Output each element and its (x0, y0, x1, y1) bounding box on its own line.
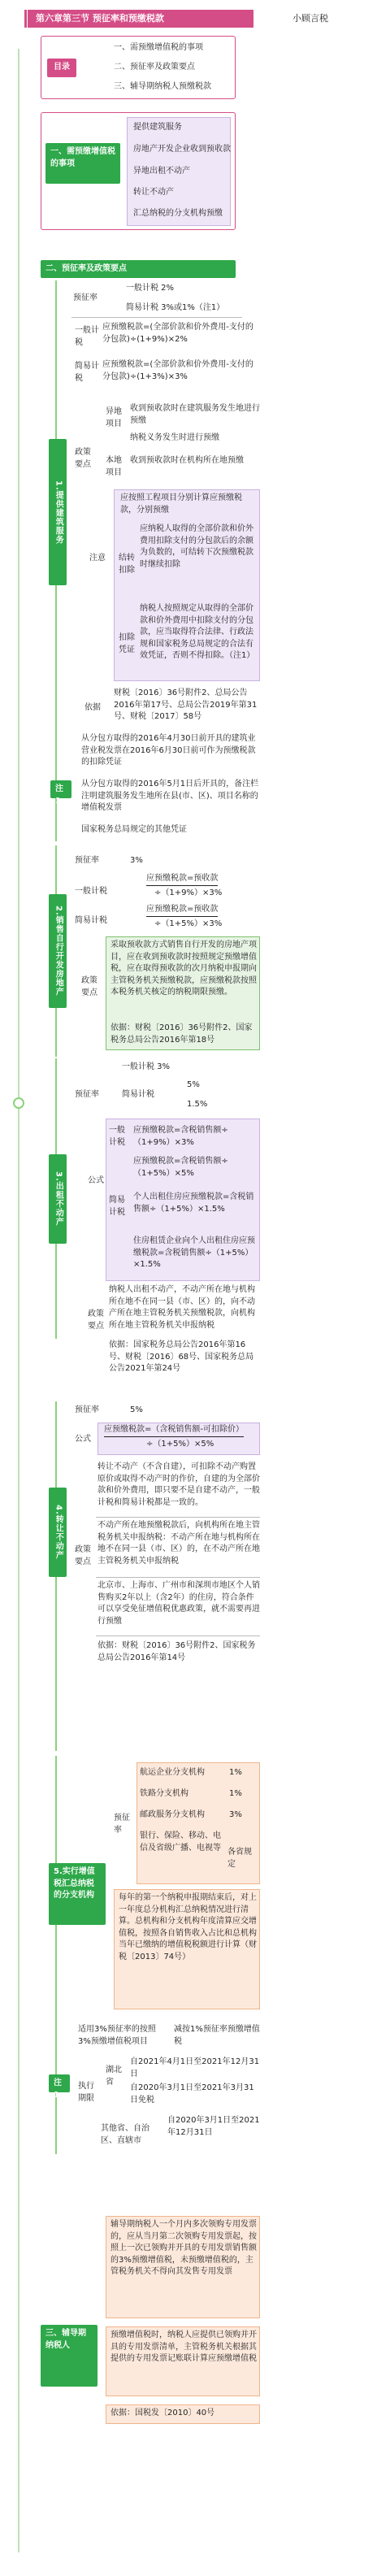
s2-rate-label: 预征率 (75, 856, 99, 865)
s4-policy-3: 北京市、上海市、广州市和深圳市地区个人销售购买2年以上（含2年）的住房，符合条件可以享受免征增值税优惠政策，就不需要再进行预缴 (98, 1581, 260, 1626)
s1-voucher-label: 扣除凭证 (119, 633, 135, 654)
toc-item[interactable]: 三、辅导期纳税人预缴税款 (114, 82, 211, 91)
s1-calc-general-label: 一般计税 (75, 326, 99, 347)
s1-label[interactable]: 1.提供建筑服务 (49, 439, 67, 585)
s4-policy-label: 政策要点 (75, 1545, 91, 1566)
s3-calc-simple-1: 应预缴税款=含税销售额÷（1+5%）×5% (133, 1157, 228, 1178)
s3-calc-general-label: 一般计税 (109, 1126, 125, 1147)
s4-rate-label: 预征率 (75, 1405, 99, 1414)
divider (72, 317, 242, 318)
s1-bendi-1: 收到预收款时在机构所在地预缴 (130, 456, 244, 465)
sec1-item: 汇总纳税的分支机构预缴 (133, 209, 223, 218)
sec3-label[interactable]: 三、辅导期纳税人 (41, 2325, 98, 2387)
s5-rate-4: 各省规定 (228, 1848, 252, 1869)
s2-calc-general-num: 应预缴税款=预收款 (146, 873, 218, 886)
s1-note-1: 应按照工程项目分别计算应预缴税款，分别预缴 (120, 493, 242, 515)
s1-rate-general: 一般计税 2% (126, 284, 175, 293)
s2-calc-general-den: ÷（1+9%）×3% (154, 888, 223, 897)
title-accent (24, 10, 27, 28)
divider (96, 1517, 260, 1518)
s2-policy-label: 政策要点 (81, 976, 98, 997)
s2-calc-simple-label: 简易计税 (75, 916, 107, 925)
s4-policy-2: 不动产所在地预缴税款后，向机构所在地主管税务机关申报纳税：不动产所在地与机构所在地不在同一县（市、区）的，在不动产所在地主管税务机关申报纳税 (98, 1521, 260, 1566)
s5-rate-2-label: 铁路分支机构 (140, 1789, 188, 1798)
s3-rate-general: 一般计税 3% (122, 1062, 171, 1071)
s4-formula-num: 应预缴税款=（含税销售额-可扣除价） (104, 1424, 244, 1437)
note2-other-label: 其他省、自治区、直辖市 (101, 2124, 150, 2145)
note2-hubei-1: 自2021年4月1日至2021年12月31日 (130, 2057, 260, 2079)
s4-label[interactable]: 4.转让不动产 (49, 1488, 67, 1577)
main-trunk-line (18, 49, 20, 2552)
page-title: 第六章第三节 预征率和预缴税款 (28, 10, 254, 28)
s1-basis-label: 依据 (84, 703, 101, 712)
s2-policy-1: 采取预收款方式销售自行开发的房地产项目，应在收到预收款时按照规定预缴增值税，应在取得预收款的次月纳税申报期向主管税务机关预缴税款，应预缴税款按照本税务机关核定的纳税期限预缴。 (110, 940, 257, 997)
s5-rate-2: 1% (229, 1789, 242, 1798)
sec2-label[interactable]: 二、预征率及政策要点 (41, 260, 236, 278)
s3-basis: 依据：国家税务总局公告2016年第16号、财税〔2016〕68号、国家税务总局公告2021年第24号 (109, 1340, 254, 1373)
s2-label[interactable]: 2.销售自行开发房地产 (49, 894, 67, 1008)
s2-calc-general-label: 一般计税 (75, 887, 107, 896)
s1-yidi-2: 纳税义务发生时进行预缴 (130, 433, 219, 442)
s2-rate: 3% (130, 856, 143, 865)
s5-rate-4-label: 银行、保险、移动、电信及省级广播、电视等 (140, 1831, 221, 1853)
s3-rate-simple-label: 简易计税 (122, 1090, 154, 1099)
note2-row-1-left: 适用3%预征率的按照3%预缴增值税项目 (78, 2025, 156, 2046)
s1-policy-label: 政策要点 (75, 448, 91, 469)
s1-voucher-1: 纳税人按照规定从取得的全部价款和价外费用中扣除支付的分包款，应当取得符合法律、行政法规和国家税务总局规定的合法有效凭证，否则不得扣除。（注1） (140, 604, 255, 660)
s5-policy: 每年的第一个纳税申报期结束后，对上一年度总分机构汇总纳税情况进行清算。总机构和分支机构年度清算应交增值税，按照各自销售收入占比和总机构当年已缴纳的增值税税额进行计算（财税〔2013〕74号） (119, 1893, 257, 1961)
note2-hubei-2: 自2020年3月1日至2021年3月31日免税 (130, 2083, 254, 2105)
s3-calc-general: 应预缴税款=含税销售额÷（1+9%）×3% (133, 1126, 228, 1147)
collapse-handle[interactable] (13, 1097, 24, 1109)
note1-text-2: 从分包方取得的2016年5月1日后开具的，备注栏注明建筑服务发生地所在县(市、区)、项目名称的增值税发票 (81, 780, 259, 812)
note1-label[interactable]: 注1 (50, 780, 72, 798)
note1-text-3: 国家税务总局规定的其他凭证 (81, 825, 187, 834)
s1-deduct-1: 应纳税人取得的全部价款和价外费用扣除支付的分包款后的余额为负数的，可结转下次预缴税款时继续扣除 (140, 524, 254, 569)
s3-calc-label: 公式 (88, 1176, 104, 1185)
divider (96, 1577, 260, 1578)
s3-rate-simple-2: 1.5% (187, 1100, 208, 1109)
s1-basis: 财税〔2016〕36号附件2、总局公告2016年第17号、总局公告2019年第31号、财税〔2017〕58号 (114, 689, 258, 721)
s3-calc-simple-2: 个人出租住房应预缴税款=含税销售额÷（1+5%）×1.5% (133, 1192, 254, 1214)
s1-calc-simple: 应预缴税款=(全部价款和价外费用-支付的分包款)÷(1+3%)×3% (102, 360, 254, 381)
note2-other-1: 自2020年3月1日至2021年12月31日 (167, 2116, 260, 2137)
toc-item[interactable]: 一、需预缴增值税的事项 (114, 43, 203, 52)
note2-label[interactable]: 注1 (49, 2074, 70, 2092)
s1-yidi-1: 收到预收款时在建筑服务发生地进行预缴 (130, 404, 260, 425)
s1-rate-simple: 简易计税 3%或1%（注1） (126, 303, 225, 312)
toc-label[interactable]: 目录 (47, 59, 76, 77)
s4-rate: 5% (130, 1405, 143, 1414)
s5-rate-3: 3% (229, 1810, 242, 1819)
s5-rate-1-label: 航运企业分支机构 (140, 1768, 205, 1777)
s4-formula-den: ÷（1+5%）×5% (146, 1440, 214, 1449)
sec1-item: 转让不动产 (133, 188, 174, 197)
s3-rate-simple-1: 5% (187, 1080, 200, 1089)
s5-rate-label: 预征率 (114, 1814, 130, 1835)
s1-calc-general: 应预缴税款=(全部价款和价外费用-支付的分包款)÷(1+9%)×2% (102, 323, 254, 344)
note2-row-1-right: 减按1%预征率预缴增值税 (174, 2025, 260, 2046)
s1-deduct-label: 结转扣除 (119, 554, 135, 575)
s5-rate-1: 1% (229, 1768, 242, 1777)
s1-attention-label: 注意 (89, 554, 106, 563)
s4-formula-label: 公式 (75, 1435, 91, 1444)
note2-hubei-label: 湖北省 (106, 2066, 122, 2087)
s1-rate-label: 预征率 (73, 293, 98, 302)
note2-exec-label: 执行期限 (78, 2082, 94, 2103)
author-label: 小顾言税 (292, 13, 328, 24)
sec3-basis: 依据：国税发〔2010〕40号 (110, 2409, 215, 2417)
s2-basis: 依据：财税〔2016〕36号附件2、国家税务总局公告2016年第18号 (110, 1023, 253, 1045)
sec1-item: 房地产开发企业收到预收款 (133, 145, 231, 154)
sec3-text-2: 预缴增值税时，纳税人应提供已领购并开具的专用发票清单，主管税务机关根据其提供的专用发票记账联计算应预缴增值税 (110, 2331, 257, 2363)
s2-calc-simple-den: ÷（1+5%）×3% (154, 919, 223, 928)
s4-basis: 依据：财税〔2016〕36号附件2、国家税务总局公告2016年第14号 (98, 1641, 256, 1662)
sec1-label[interactable]: 一、需预缴增值税的事项 (46, 143, 120, 184)
s3-rate-label: 预征率 (75, 1090, 99, 1099)
s3-calc-simple-label: 简易计税 (109, 1196, 125, 1217)
s3-policy-label: 政策要点 (88, 1310, 104, 1331)
s3-calc-simple-3: 住房租赁企业向个人出租住房应预缴税款=含税销售额÷（1+5%）×1.5% (133, 1236, 255, 1269)
s5-label[interactable]: 5.实行增值税汇总纳税的分支机构 (49, 1863, 106, 1925)
s5-rate-3-label: 邮政服务分支机构 (140, 1810, 205, 1819)
sec1-item: 提供建筑服务 (133, 123, 182, 132)
s3-policy-1: 纳税人出租不动产，不动产所在地与机构所在地不在同一县（市、区）的，向不动产所在地主管税务机关预缴税款，向机构所在地主管税务机关申报纳税 (109, 1285, 255, 1330)
s3-label[interactable]: 3.出租不动产 (49, 1154, 67, 1244)
s4-policy-1: 转让不动产（不含自建），可扣除不动产购置原价或取得不动产时的作价，自建的为全部价款和价外费用，即只要不是自建不动产，一般计税和简易计税都是一致的。 (98, 1462, 260, 1507)
s1-calc-simple-label: 简易计税 (75, 362, 99, 383)
s1-yidi-label: 异地项目 (106, 407, 122, 428)
note1-text-1: 从分包方取得的2016年4月30日前开具的建筑业营业税发票在2016年6月30日前可作为预缴税款的扣除凭证 (81, 734, 256, 767)
s1-bendi-label: 本地项目 (106, 456, 122, 477)
toc-item[interactable]: 二、预征率及政策要点 (114, 63, 195, 72)
sec3-text-1: 辅导期纳税人一个月内多次领购专用发票的，应从当月第二次领购专用发票起，按照上一次已领购并开具的专用发票销售额的3%预缴增值税，未预缴增值税的，主管税务机关不得向其发售专用发票 (110, 2220, 257, 2276)
sec1-item: 异地出租不动产 (133, 167, 190, 176)
s2-calc-simple-num: 应预缴税款=预收款 (146, 904, 218, 917)
